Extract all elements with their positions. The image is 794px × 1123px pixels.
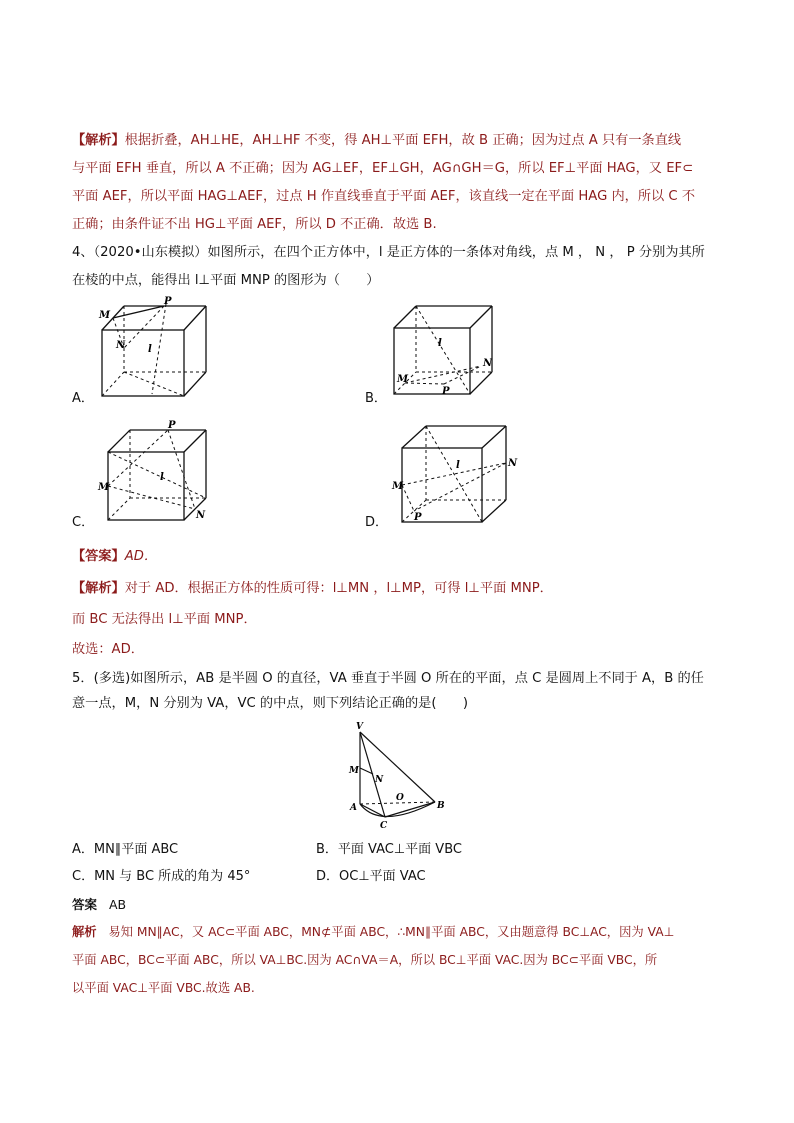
point-label-m: M xyxy=(392,481,404,492)
solution-label: 解析 xyxy=(72,925,97,939)
q4-stem-line-1: 4、（2020•山东模拟）如图所示，在四个正方体中，l 是正方体的一条体对角线，点 M ， N ， P 分别为其所 xyxy=(72,245,705,260)
line-label-l: l xyxy=(160,472,164,483)
point-label-o: O xyxy=(396,793,404,803)
point-label-p: P xyxy=(164,296,172,307)
q4-solution-line-2: 而 BC 无法得出 l⊥平面 MNP． xyxy=(72,612,257,627)
point-label-b: B xyxy=(437,801,445,811)
solution-label: 【解析】 xyxy=(72,581,125,596)
answer-value: AD． xyxy=(124,549,158,564)
q4-stem-line-2: 在棱的中点，能得出 l⊥平面 MNP 的图形为（ ） xyxy=(72,273,380,288)
point-label-a: A xyxy=(350,803,357,813)
q4-option-a: A． xyxy=(72,391,94,406)
point-label-n: N xyxy=(508,458,518,469)
point-label-m: M xyxy=(98,482,110,493)
q5-option-c: C．MN 与 BC 所成的角为 45° xyxy=(72,869,251,884)
point-label-p: P xyxy=(414,512,422,523)
q5-option-d: D．OC⊥平面 VAC xyxy=(316,869,426,884)
q3-solution-line-1: 【解析】根据折叠，AH⊥HE，AH⊥HF 不变，得 AH⊥平面 EFH，故 B 正确；因为过点 A 只有一条直线 xyxy=(72,133,682,148)
point-label-c: C xyxy=(380,821,388,831)
q3-solution-line-4: 正确；由条件证不出 HG⊥平面 AEF，所以 D 不正确．故选 B. xyxy=(72,217,437,232)
point-label-m: M xyxy=(349,766,359,776)
point-label-p: P xyxy=(168,420,176,431)
point-label-p: P xyxy=(442,386,450,397)
q5-answer xyxy=(72,896,126,914)
point-label-v: V xyxy=(356,722,363,732)
q4-option-c: C． xyxy=(72,515,95,530)
q5-stem-line-2: 意一点，M，N 分别为 VA，VC 的中点，则下列结论正确的是( ) xyxy=(72,696,469,711)
point-label-n: N xyxy=(116,340,126,351)
q4-solution-line-1: 【解析】对于 AD．根据正方体的性质可得：l⊥MN ，l⊥MP，可得 l⊥平面 MNP． xyxy=(72,581,553,596)
q5-solution-line-1: 解析 易知 MN∥AC，又 AC⊂平面 ABC，MN⊄平面 ABC，∴MN∥平面 ABC，又由题意得 BC⊥AC，因为 VA⊥ xyxy=(72,925,675,939)
q4-option-b: B． xyxy=(365,391,387,406)
line-label-l: l xyxy=(456,460,460,471)
q5-solution-line-3: 以平面 VAC⊥平面 VBC.故选 AB. xyxy=(72,981,255,995)
semicircle-figure xyxy=(340,722,450,832)
q5-stem-line-1: 5．(多选)如图所示，AB 是半圆 O 的直径，VA 垂直于半圆 O 所在的平面，点 C 是圆周上不同于 A，B 的任 xyxy=(72,671,704,686)
answer-label: 【答案】 xyxy=(72,549,125,564)
point-label-n: N xyxy=(375,775,384,785)
point-label-m: M xyxy=(397,374,409,385)
cube-figure-d xyxy=(392,420,526,530)
cube-figure-b xyxy=(388,298,508,408)
q3-solution-line-2: 与平面 EFH 垂直，所以 A 不正确；因为 AG⊥EF，EF⊥GH，AG∩GH＝G，所以 EF⊥平面 HAG，又 EF⊂ xyxy=(72,161,694,176)
cube-figure-a xyxy=(96,298,216,408)
answer-label: 答案 xyxy=(72,897,98,912)
q3-solution-line-3: 平面 AEF，所以平面 HAG⊥AEF，过点 H 作直线垂直于平面 AEF，该直线一定在平面 HAG 内，所以 C 不 xyxy=(72,189,696,204)
answer-value: AB xyxy=(108,897,127,912)
line-label-l: l xyxy=(438,338,442,349)
line-label-l: l xyxy=(148,344,152,355)
point-label-n: N xyxy=(196,510,206,521)
point-label-m: M xyxy=(99,310,111,321)
q5-option-a: A．MN∥平面 ABC xyxy=(72,842,179,857)
cube-figure-c xyxy=(100,420,220,530)
q5-option-b: B．平面 VAC⊥平面 VBC xyxy=(316,842,462,857)
q4-answer xyxy=(72,548,157,566)
q4-solution-line-3: 故选：AD． xyxy=(72,642,144,657)
point-label-n: N xyxy=(483,358,493,369)
solution-label: 【解析】 xyxy=(72,133,125,148)
q5-solution-line-2: 平面 ABC，BC⊂平面 ABC，所以 VA⊥BC.因为 AC∩VA＝A，所以 BC⊥平面 VAC.因为 BC⊂平面 VBC，所 xyxy=(72,953,658,967)
q4-option-d: D． xyxy=(365,515,389,530)
